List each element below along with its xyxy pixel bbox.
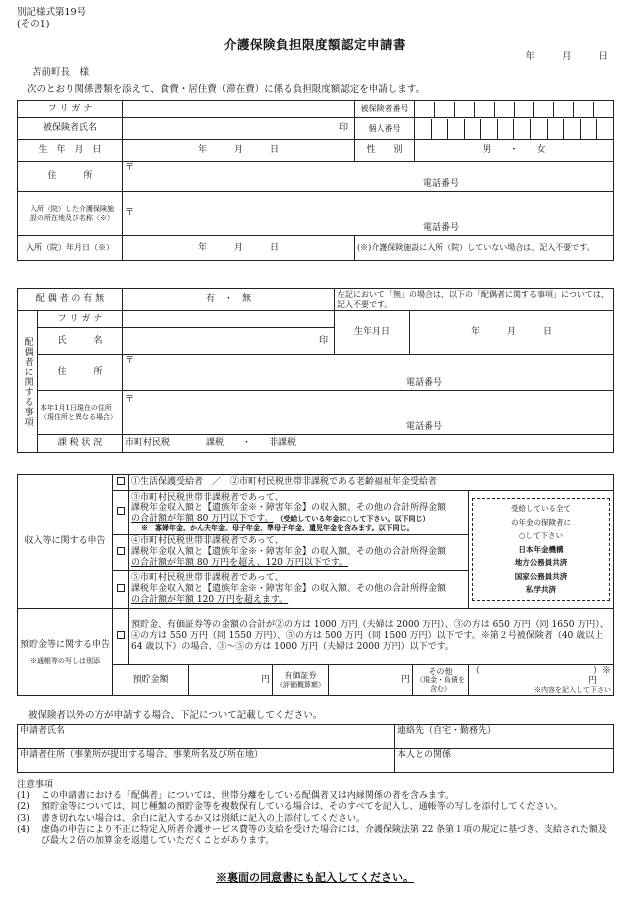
- proxy-relation-label: 本人との関係: [397, 750, 452, 760]
- postal-mark: 〒: [125, 208, 135, 219]
- note-number: (2): [17, 802, 30, 813]
- securities-label-cell: [273, 665, 329, 696]
- tax-status-label: 課 税 状 況: [38, 435, 123, 453]
- proxy-name-field[interactable]: [18, 725, 395, 749]
- note-number: (1): [17, 791, 30, 802]
- opt1-checkbox-cell[interactable]: [113, 475, 129, 491]
- opt5-checkbox-cell[interactable]: [113, 571, 129, 609]
- opt5-cell: [129, 571, 469, 609]
- note-item: [17, 802, 613, 813]
- proxy-relation-field[interactable]: [395, 749, 614, 773]
- opt5-checkbox[interactable]: [117, 584, 125, 592]
- opt3-line-d: （受給している年金に○して下さい。以下同じ）: [276, 513, 430, 523]
- savings-label-note: ※通帳等の写しは別添: [30, 656, 100, 665]
- securities-label: 有価証券: [284, 671, 317, 681]
- paren-open: （: [471, 666, 481, 676]
- seal-mark: 印: [338, 123, 348, 134]
- phone-label: 電話番号: [423, 222, 460, 233]
- proxy-address-field[interactable]: [18, 749, 395, 773]
- note-text: 預貯金等については、同じ種類の預貯金等を複数保有している場合は、そのすべてを記入し、通帳等の写しを添付してください。: [41, 802, 563, 813]
- yen-unit: 円: [588, 676, 598, 686]
- spouse-name-field[interactable]: [123, 328, 335, 355]
- note-text: 書き切れない場合は、余白に記入するか又は別紙に記入の上添付してください。: [41, 813, 366, 824]
- opt3-line-b: 課税年金収入額と【遺族年金※・障害年金】の収入額、その他の合計所得金額: [131, 503, 447, 514]
- admission-date-label: 入所（院）年月日（※）: [18, 236, 123, 261]
- notes-heading: 注意事項: [17, 780, 54, 790]
- facility-label: 入所（院）した介護保険施設の所在地及び名称（※）: [18, 192, 123, 236]
- seal-mark: 印: [318, 335, 328, 346]
- admission-note: (※)介護保険施設に入所（院）していない場合は、記入不要です。: [355, 236, 614, 261]
- yen-unit: 円: [400, 675, 410, 686]
- furigana-label: フ リ ガ ナ: [18, 101, 123, 118]
- phone-label: 電話番号: [406, 421, 443, 432]
- opt4-line-a: ④市町村民税世帯非課税者であって、: [131, 536, 284, 546]
- opt3-checkbox[interactable]: [117, 507, 125, 515]
- savings-label: 預貯金等に関する申告: [20, 639, 111, 650]
- spouse-jan1-field[interactable]: [123, 391, 614, 435]
- pension-box-cell: [469, 491, 614, 609]
- gender-label: 性 別: [355, 140, 415, 162]
- opt4-line-b: 課税年金収入額と【遺族年金※・障害年金】の収入額、その他の合計所得金額: [131, 547, 447, 557]
- proxy-name-label: 申請者氏名: [20, 726, 66, 736]
- admission-date-field[interactable]: 年 月 日: [123, 236, 355, 261]
- spouse-presence-label: 配 偶 者 の 有 無: [18, 289, 123, 311]
- deposits-label: 預貯金額: [113, 665, 189, 696]
- page-title: 介護保険負担限度額認定申請書: [223, 37, 406, 52]
- opt4-line-c: の合計額が年額 80 万円を超え、120 万円以下です。: [131, 558, 349, 568]
- insured-number-field[interactable]: [415, 101, 614, 118]
- securities-note: （評価概算額）: [276, 680, 325, 689]
- content-note: ※内容を記入して下さい: [534, 686, 612, 694]
- savings-checkbox-cell[interactable]: [113, 609, 129, 665]
- note-number: (3): [17, 813, 30, 824]
- spouse-section-label-cell: [18, 311, 38, 453]
- opt3-line-e: ※ 寡婦年金、かん夫年金、母子年金、準母子年金、遺児年金を含みます。以下同じ。: [141, 523, 414, 533]
- form-number: 別記様式第19号: [17, 7, 87, 18]
- proxy-address-label: 申請者住所（事業所が提出する場合、事業所名及び所在地）: [20, 750, 264, 760]
- birth-date-field[interactable]: 年 月 日: [123, 140, 355, 162]
- spouse-jan1-label: 本年1月1日現在の住所（現住所と異なる場合）: [38, 391, 123, 435]
- tax-status-options[interactable]: 市町村民税 課税 ・ 非課税: [123, 435, 614, 453]
- insured-name-label: 被保険者氏名: [18, 118, 123, 140]
- insured-name-field[interactable]: [123, 118, 355, 140]
- phone-label: 電話番号: [406, 377, 443, 388]
- opt5-line-a: ⑤市町村民税世帯非課税者であって、: [131, 573, 284, 583]
- personal-number-field[interactable]: [415, 118, 614, 140]
- phone-label: 電話番号: [423, 178, 460, 189]
- income-table: [17, 474, 614, 696]
- postal-mark: 〒: [125, 356, 135, 366]
- opt3-line-c: の合計額が年額 80 万円以下です。: [131, 513, 274, 524]
- personal-number-label: 個人番号: [355, 118, 415, 140]
- note-text: この申請書における「配偶者」については、世帯分離をしている配偶者又は内縁関係の者を含みます。: [41, 791, 455, 802]
- income-label: 収入等に関する申告: [18, 475, 113, 609]
- note-item: [17, 825, 613, 847]
- opt3-line-a: ③市町村民税世帯非課税者であって、: [131, 492, 284, 503]
- spouse-birth-label: 生年月日: [335, 311, 410, 355]
- spouse-furigana-label: フ リ ガ ナ: [38, 311, 123, 328]
- pension-option-kokka[interactable]: 国家公務員共済: [514, 571, 568, 581]
- spouse-furigana-field[interactable]: [123, 311, 335, 328]
- address-label: 住 所: [18, 162, 123, 192]
- proxy-contact-field[interactable]: [395, 725, 614, 749]
- note-item: [17, 814, 613, 825]
- spouse-table: [17, 288, 614, 453]
- other-label: その他: [428, 667, 453, 677]
- opt4-checkbox[interactable]: [117, 547, 125, 555]
- form-number-block: [17, 7, 86, 31]
- opt5-line-c: の合計額が年額 120 万円を超えます。: [131, 595, 289, 605]
- yen-unit: 円: [260, 675, 270, 686]
- addressee: 苫前町長 様: [32, 67, 90, 78]
- opt1-checkbox[interactable]: [117, 477, 125, 485]
- date-line[interactable]: 年 月 日: [525, 51, 608, 62]
- notes-section: [17, 780, 613, 847]
- birth-date-label: 生 年 月 日: [18, 140, 123, 162]
- postal-mark: 〒: [125, 163, 135, 173]
- savings-label-cell: [18, 609, 113, 696]
- savings-checkbox[interactable]: [117, 631, 125, 639]
- other-note: （現金・負債を含む）: [416, 676, 465, 693]
- postal-mark: 〒: [125, 395, 135, 405]
- opt3-cell: [129, 491, 469, 535]
- pension-box-line: ○して下さい: [519, 531, 564, 541]
- spouse-address-field[interactable]: [123, 355, 614, 391]
- spouse-section-label: 配偶者に関する事項: [22, 336, 33, 427]
- spouse-presence-note: 左記において「無」の場合は、以下の「配偶者に関する事項」については、記入不要です。: [335, 289, 614, 311]
- pension-option-chiho[interactable]: 地方公務員共済: [514, 558, 568, 568]
- other-paren-row: [471, 666, 611, 676]
- insured-number-label: 被保険者番号: [355, 101, 415, 118]
- savings-text: 預貯金、有価証券等の金額の合計が②の方は 1000 万円（夫婦は 2000 万円）、③の方は 650 万円（同 1650 万円）、④の方は 550 万円（同 1550 万円）、⑤の方は 500 万円（同 1500 万円）以下です。※第２号被保険者（40 歳以上 64 歳以下）の場合、③〜⑤の方は 1000 万円（夫婦は 2000 万円）以下です。: [129, 609, 614, 665]
- note-text: 虚偽の申告により不正に特定入所者介護サービス費等の支給を受けた場合には、介護保険法第 22 条第１項の規定に基づき、支給された額及び最大２倍の加算金を返還していただくことがあります。: [41, 824, 607, 847]
- other-field[interactable]: [469, 665, 614, 696]
- opt1-text: ①生活保護受給者 ／ ②市町村民税世帯非課税である老齢福祉年金受給者: [129, 475, 614, 491]
- pension-option-shigaku[interactable]: 私学共済: [526, 585, 557, 595]
- proxy-intro: 被保険者以外の方が申請する場合、下記について記載してください。: [28, 710, 323, 721]
- applicant-table: [17, 100, 614, 261]
- opt5-line-b: 課税年金収入額と【遺族年金※・障害年金】の収入額、その他の合計所得金額: [131, 584, 447, 594]
- note-number: (4): [17, 824, 30, 835]
- pension-box: [472, 498, 610, 601]
- proxy-table: [17, 724, 614, 773]
- form-sub: (その1): [17, 19, 50, 30]
- opt4-checkbox-cell[interactable]: [113, 535, 129, 571]
- intro-text: 次のとおり関係書類を添えて、食費・居住費（滞在費）に係る負担限度額認定を申請します。: [27, 84, 426, 95]
- note-item: [17, 791, 613, 802]
- spouse-presence-options[interactable]: 有 ・ 無: [123, 289, 335, 311]
- proxy-contact-label: 連絡先（自宅・勤務先）: [397, 726, 497, 736]
- securities-field[interactable]: [329, 665, 413, 696]
- opt4-cell: [129, 535, 469, 571]
- pension-box-line: 受給している全て: [511, 504, 572, 514]
- opt3-checkbox-cell[interactable]: [113, 491, 129, 535]
- other-label-cell: [413, 665, 469, 696]
- spouse-address-label: 住 所: [38, 355, 123, 391]
- deposits-field[interactable]: [189, 665, 273, 696]
- pension-option-nenkin[interactable]: 日本年金機構: [518, 544, 564, 554]
- gender-options[interactable]: 男 ・ 女: [415, 140, 614, 162]
- facility-field[interactable]: [123, 192, 614, 236]
- address-field[interactable]: [123, 162, 614, 192]
- pension-box-line: の年金の保険者に: [511, 517, 572, 527]
- paren-close: ）※: [593, 666, 612, 676]
- final-notice: ※裏面の同意書にも記入してください。: [216, 871, 414, 884]
- spouse-birth-field[interactable]: 年 月 日: [410, 311, 614, 355]
- spouse-name-label: 氏 名: [38, 328, 123, 355]
- furigana-field[interactable]: [123, 101, 355, 118]
